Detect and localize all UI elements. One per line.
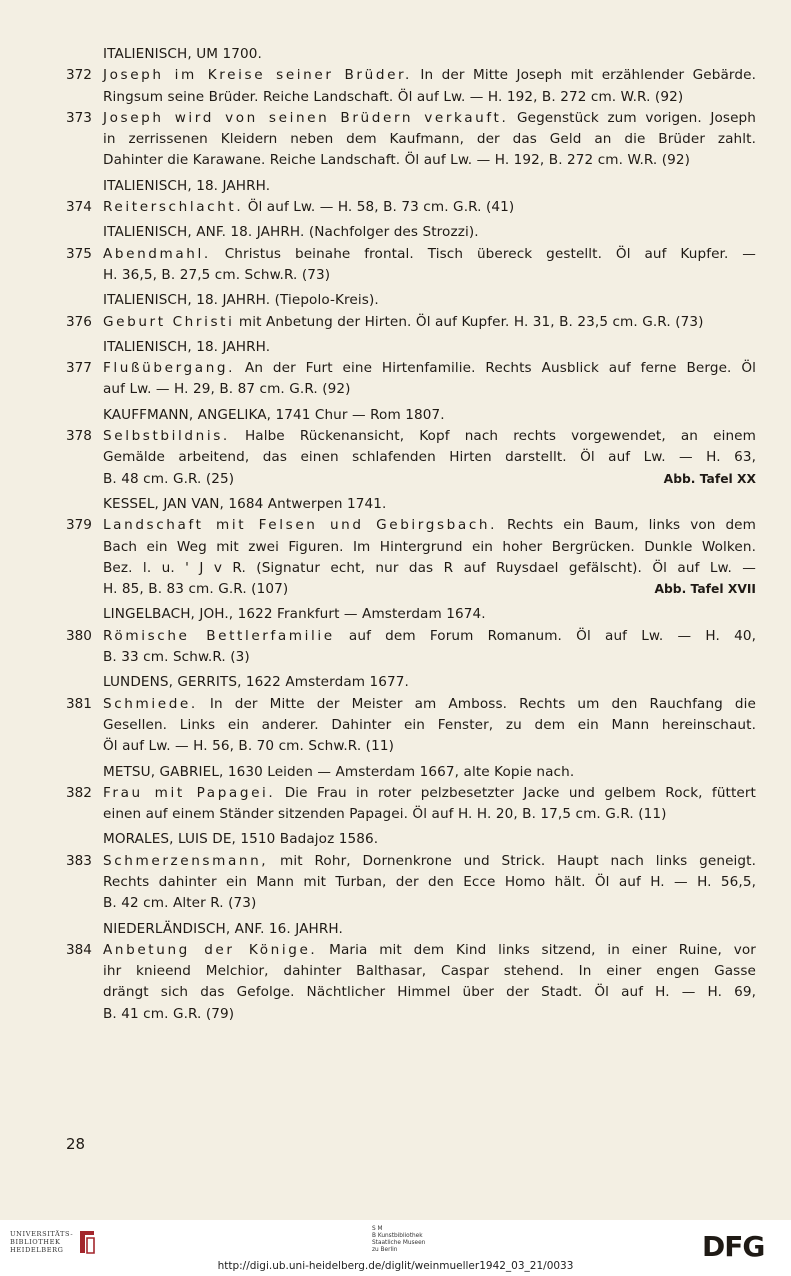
entry-text xyxy=(103,108,756,172)
artist-heading: ITALIENISCH, ANF. 18. JAHRH. (Nachfolger des Strozzi). xyxy=(103,224,479,241)
catalogue-entry xyxy=(66,108,756,172)
smb-logo[interactable] xyxy=(372,1226,425,1254)
entry-line xyxy=(103,647,756,668)
entry-line-text: B. 33 cm. Schw.R. (3) xyxy=(103,649,250,666)
entry-line-text: B. 42 cm. Alter R. (73) xyxy=(103,895,257,912)
entry-line-text: Rechts ein Baum, links von dem xyxy=(497,517,756,534)
catalogue-entry xyxy=(66,358,756,401)
entry-line-text: Gemälde arbeitend, das einen schlafenden Hirten darstellt. Öl auf Lw. — H. 63, xyxy=(103,449,756,466)
entry-line xyxy=(103,312,756,333)
artist-heading: KESSEL, JAN VAN, 1684 Antwerpen 1741. xyxy=(103,495,387,512)
entry-line xyxy=(103,982,756,1003)
entry-line-text: In der Mitte Joseph mit erzählender Gebärde. xyxy=(411,67,756,84)
artist-heading: ITALIENISCH, UM 1700. xyxy=(103,46,262,62)
lot-number: 375 xyxy=(66,245,92,262)
entry-text xyxy=(103,783,756,826)
entry-line-text: An der Furt eine Hirtenfamilie. Rechts Ausblick auf ferne Berge. Öl xyxy=(235,360,756,377)
entry-line xyxy=(103,579,756,600)
artist-heading: LUNDENS, GERRITS, 1622 Amsterdam 1677. xyxy=(103,674,409,691)
entry-line xyxy=(103,893,756,914)
entry-line xyxy=(103,851,756,872)
catalogue-entry xyxy=(66,426,756,490)
smb-line-2: B Kunstbibliothek xyxy=(372,1233,423,1239)
entry-line xyxy=(103,197,756,218)
entry-line-text: Gesellen. Links ein anderer. Dahinter ein Fenster, zu dem ein Mann hereinschaut. xyxy=(103,716,756,733)
entry-line-text: Halbe Rückenansicht, Kopf nach rechts vorgewendet, an einem xyxy=(229,428,756,445)
entry-line xyxy=(103,961,756,982)
entry-text xyxy=(103,312,756,333)
entry-line xyxy=(103,65,756,86)
entry-line xyxy=(103,379,756,400)
entry-line xyxy=(103,694,756,715)
entry-line xyxy=(103,129,756,150)
catalogue-entry xyxy=(66,851,756,915)
entry-line xyxy=(103,626,756,647)
entry-text xyxy=(103,244,756,287)
entry-title: Joseph im Kreise seiner Brüder. xyxy=(103,67,412,84)
entry-text xyxy=(103,197,756,218)
library-line-2: BIBLIOTHEK xyxy=(10,1238,61,1246)
library-emblem-icon xyxy=(78,1229,96,1255)
smb-line-3: Staatliche Museen xyxy=(372,1240,426,1246)
entry-line-text: mit Rohr, Dornenkrone und Strick. Haupt nach links geneigt. xyxy=(268,852,756,869)
page-number: 28 xyxy=(66,1135,86,1153)
entry-title: Geburt Christi xyxy=(103,313,235,330)
lot-number: 383 xyxy=(66,852,92,869)
entry-line-text: B. 41 cm. G.R. (79) xyxy=(103,1005,235,1022)
entry-line-text: auf Lw. — H. 29, B. 87 cm. G.R. (92) xyxy=(103,381,351,398)
entry-line-text: einen auf einem Ständer sitzenden Papagei. Öl auf H. H. 20, B. 17,5 cm. G.R. (11) xyxy=(103,806,667,823)
library-line-3: HEIDELBERG xyxy=(10,1246,64,1254)
entry-line-text: Christus beinahe frontal. Tisch übereck gestellt. Öl auf Kupfer. — xyxy=(210,245,756,262)
entry-line-text: Öl auf Lw. — H. 56, B. 70 cm. Schw.R. (11) xyxy=(103,738,394,755)
entry-line xyxy=(103,537,756,558)
lot-number: 384 xyxy=(66,941,92,958)
entry-line-text: In der Mitte der Meister am Amboss. Rechts um den Rauchfang die xyxy=(197,695,756,712)
entry-line xyxy=(103,87,756,108)
entry-text xyxy=(103,626,756,669)
artist-heading: NIEDERLÄNDISCH, ANF. 16. JAHRH. xyxy=(103,920,343,937)
entry-title: Joseph wird von seinen Brüdern verkauft. xyxy=(103,109,509,126)
lot-number: 374 xyxy=(66,199,92,216)
entry-line xyxy=(103,872,756,893)
artist-heading: ITALIENISCH, 18. JAHRH. xyxy=(103,338,271,355)
entry-title: Schmerzensmann, xyxy=(103,852,269,869)
entry-line-text: Dahinter die Karawane. Reiche Landschaft. Öl auf Lw. — H. 192, B. 272 cm. W.R. (92) xyxy=(103,152,691,169)
smb-line-1: S M xyxy=(372,1226,383,1232)
lot-number: 373 xyxy=(66,109,92,126)
entry-line-text: B. 48 cm. G.R. (25) xyxy=(103,470,235,487)
entry-line xyxy=(103,358,756,379)
entry-line-text: Rechts dahinter ein Mann mit Turban, der den Ecce Homo hält. Öl auf H. — H. 56,5, xyxy=(103,873,756,890)
entry-line-text: Bach ein Weg mit zwei Figuren. Im Hintergrund ein hoher Bergrücken. Dunkle Wolken. xyxy=(103,538,756,555)
entry-line-text: Die Frau in roter pelzbesetzter Jacke und gelbem Rock, füttert xyxy=(275,784,756,801)
entry-line xyxy=(103,426,756,447)
entry-line xyxy=(103,108,756,129)
catalogue-entry xyxy=(66,515,756,600)
entry-title: Schmiede. xyxy=(103,695,198,712)
catalogue-content xyxy=(66,44,756,1029)
entry-line-text: mit Anbetung der Hirten. Öl auf Kupfer. H. 31, B. 23,5 cm. G.R. (73) xyxy=(234,313,704,330)
plate-reference: Abb. Tafel XX xyxy=(663,471,756,486)
catalogue-entry xyxy=(66,197,756,218)
entry-title: Anbetung der Könige. xyxy=(103,941,318,958)
catalogue-entry xyxy=(66,783,756,826)
lot-number: 372 xyxy=(66,67,92,84)
entry-line-text: H. 36,5, B. 27,5 cm. Schw.R. (73) xyxy=(103,266,331,283)
entry-line xyxy=(103,469,756,490)
entry-text xyxy=(103,426,756,490)
entry-text xyxy=(103,940,756,1025)
entry-line xyxy=(103,244,756,265)
artist-heading: LINGELBACH, JOH., 1622 Frankfurt — Amsterdam 1674. xyxy=(103,606,486,623)
entry-text xyxy=(103,65,756,108)
entry-title: Römische Bettlerfamilie xyxy=(103,627,335,644)
artist-heading: ITALIENISCH, 18. JAHRH. xyxy=(103,177,271,194)
catalogue-entry xyxy=(66,312,756,333)
entry-line xyxy=(103,783,756,804)
entry-line xyxy=(103,515,756,536)
entry-line-text: in zerrissenen Kleidern neben dem Kaufmann, der das Geld an die Brüder zahlt. xyxy=(103,131,756,148)
permalink[interactable]: http://digi.ub.uni-heidelberg.de/diglit/weinmueller1942_03_21/0033 xyxy=(217,1260,574,1272)
entry-line-text: Ringsum seine Brüder. Reiche Landschaft. Öl auf Lw. — H. 192, B. 272 cm. W.R. (92) xyxy=(103,88,684,105)
section-gap xyxy=(66,1025,756,1029)
entry-line-text: Bez. l. u. ' J v R. (Signatur echt, nur das R auf Ruysdael gefälscht). Öl auf Lw. — xyxy=(103,559,756,576)
entry-line xyxy=(103,715,756,736)
artist-heading: MORALES, LUIS DE, 1510 Badajoz 1586. xyxy=(103,831,379,848)
entry-line-text: drängt sich das Gefolge. Nächtlicher Himmel über der Stadt. Öl auf H. — H. 69, xyxy=(103,984,756,1001)
catalogue-entry xyxy=(66,244,756,287)
entry-line xyxy=(103,558,756,579)
catalogue-entry xyxy=(66,694,756,758)
catalogue-entry xyxy=(66,65,756,108)
entry-text xyxy=(103,515,756,600)
smb-line-4: zu Berlin xyxy=(372,1247,398,1253)
entry-line xyxy=(103,1004,756,1025)
entry-line-text: ihr knieend Melchior, dahinter Balthasar, Caspar stehend. In einer engen Gasse xyxy=(103,963,756,980)
dfg-logo[interactable]: DFG xyxy=(702,1230,765,1263)
lot-number: 376 xyxy=(66,313,92,330)
lot-number: 377 xyxy=(66,360,92,377)
entry-text xyxy=(103,851,756,915)
entry-text xyxy=(103,694,756,758)
entry-title: Reiterschlacht. xyxy=(103,199,244,216)
entry-line-text: Gegenstück zum vorigen. Joseph xyxy=(508,109,756,126)
entry-line xyxy=(103,150,756,171)
entry-line-text: auf dem Forum Romanum. Öl auf Lw. — H. 40, xyxy=(334,627,756,644)
artist-heading: ITALIENISCH, 18. JAHRH. (Tiepolo-Kreis). xyxy=(103,292,379,309)
entry-title: Frau mit Papagei. xyxy=(103,784,276,801)
catalogue-entry xyxy=(66,626,756,669)
lot-number: 380 xyxy=(66,627,92,644)
entry-line xyxy=(103,265,756,286)
entry-line xyxy=(103,940,756,961)
entry-title: Landschaft mit Felsen und Gebirgsbach. xyxy=(103,517,498,534)
entry-line-text: Öl auf Lw. — H. 58, B. 73 cm. G.R. (41) xyxy=(243,199,515,216)
entry-line xyxy=(103,736,756,757)
entry-line-text: H. 85, B. 83 cm. G.R. (107) xyxy=(103,581,289,598)
catalogue-entry xyxy=(66,940,756,1025)
lot-number: 381 xyxy=(66,695,92,712)
library-line-1: UNIVERSITÄTS- xyxy=(10,1230,74,1238)
entry-title: Abendmahl. xyxy=(103,245,211,262)
artist-heading: KAUFFMANN, ANGELIKA, 1741 Chur — Rom 1807. xyxy=(103,406,445,423)
entry-line-text: Maria mit dem Kind links sitzend, in einer Ruine, vor xyxy=(317,941,756,958)
lot-number: 382 xyxy=(66,784,92,801)
lot-number: 378 xyxy=(66,428,92,445)
entry-title: Flußübergang. xyxy=(103,360,236,377)
library-name xyxy=(10,1230,73,1254)
entry-line xyxy=(103,804,756,825)
entry-text xyxy=(103,358,756,401)
library-logo[interactable] xyxy=(10,1229,96,1255)
footer-bar xyxy=(0,1220,791,1276)
plate-reference: Abb. Tafel XVII xyxy=(654,582,756,597)
artist-heading: METSU, GABRIEL, 1630 Leiden — Amsterdam 1667, alte Kopie nach. xyxy=(103,763,575,780)
lot-number: 379 xyxy=(66,517,92,534)
entry-line xyxy=(103,447,756,468)
entry-title: Selbstbildnis. xyxy=(103,428,230,445)
